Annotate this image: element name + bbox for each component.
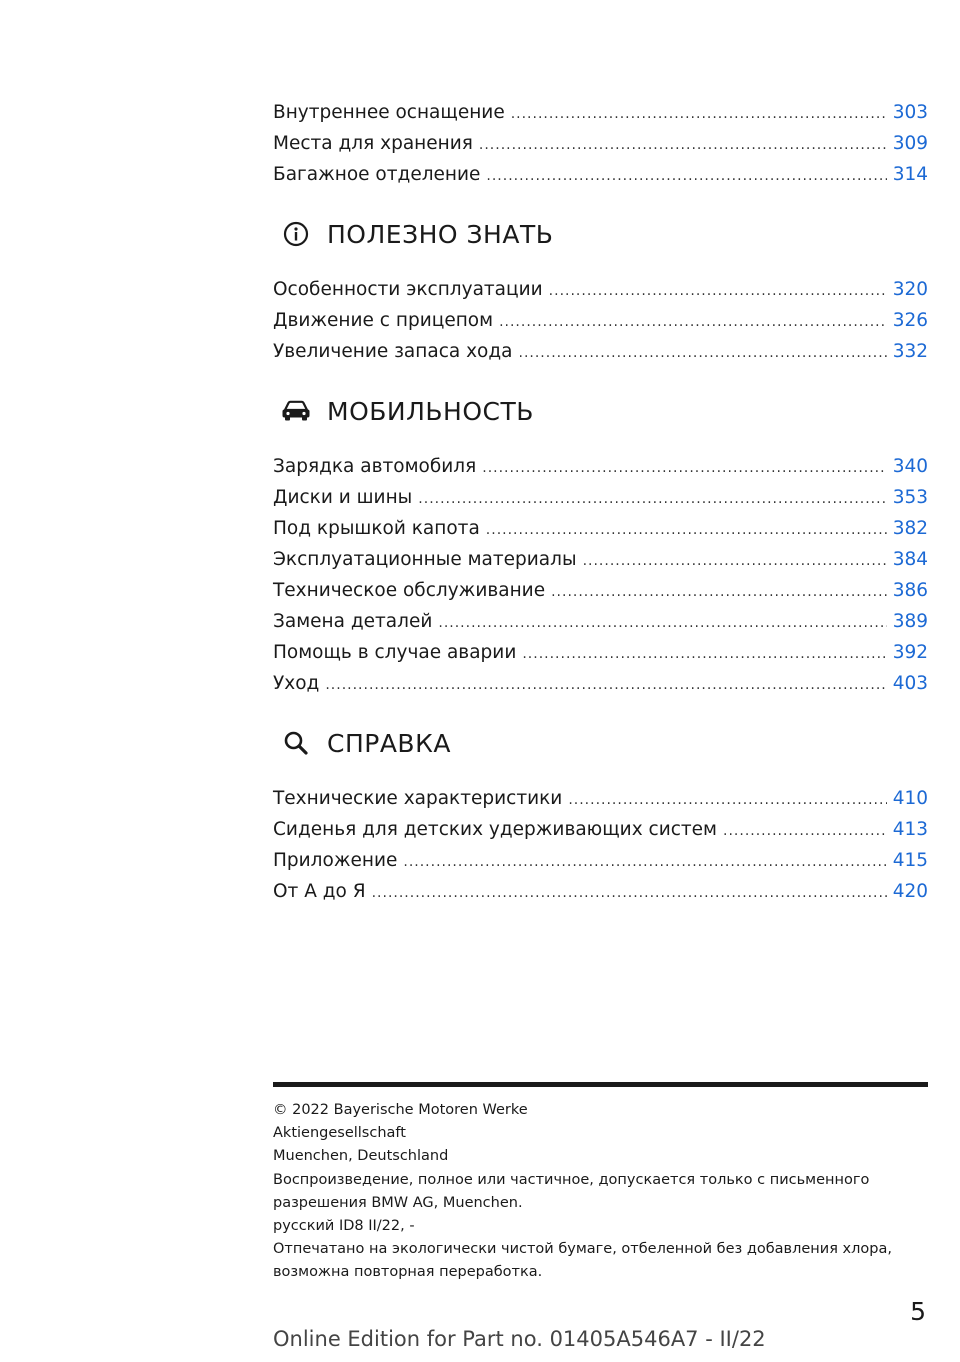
leader-dots: [486, 161, 886, 192]
toc-entry-label: От А до Я: [273, 881, 366, 902]
leader-dots: [568, 785, 886, 816]
imprint-line: Aktiengesellschaft: [273, 1125, 406, 1142]
section-title: СПРАВКА: [327, 728, 451, 758]
leader-dots: [479, 130, 887, 161]
toc-page-link[interactable]: 420: [892, 881, 928, 902]
toc-entry-label: Диски и шины: [273, 487, 413, 508]
leader-dots: [522, 639, 886, 670]
info-icon: [277, 219, 315, 249]
toc-entry[interactable]: [273, 274, 928, 305]
toc-entry[interactable]: [273, 876, 928, 907]
leader-dots: [372, 878, 887, 909]
toc-entry-label: Приложение: [273, 850, 398, 871]
toc-entry-label: Помощь в случае аварии: [273, 642, 517, 663]
toc-entry[interactable]: [273, 513, 928, 544]
leader-dots: [418, 484, 886, 515]
toc-entry[interactable]: [273, 637, 928, 668]
toc-entry[interactable]: [273, 544, 928, 575]
toc-entry-label: Внутреннее оснащение: [273, 102, 505, 123]
divider-rule: [273, 1082, 928, 1087]
leader-dots: [723, 816, 887, 847]
toc-entry-label: Эксплуатационные материалы: [273, 549, 577, 570]
toc-page-link[interactable]: 309: [892, 133, 928, 154]
table-of-contents: [273, 97, 928, 907]
toc-page-link[interactable]: 340: [892, 456, 928, 477]
toc-entry-label: Места для хранения: [273, 133, 473, 154]
imprint-line: возможна повторная переработка.: [273, 1264, 543, 1281]
page-number: 5: [910, 1297, 926, 1326]
toc-page-link[interactable]: 353: [892, 487, 928, 508]
imprint-line: Muenchen, Deutschland: [273, 1148, 449, 1165]
leader-dots: [549, 276, 887, 307]
imprint-line: © 2022 Bayerische Motoren Werke: [273, 1102, 528, 1118]
toc-page-link[interactable]: 386: [892, 580, 928, 601]
toc-entry-label: Уход: [273, 673, 320, 694]
toc-entry-label: Под крышкой капота: [273, 518, 480, 539]
imprint-line: разрешения BMW AG, Muenchen.: [273, 1194, 523, 1211]
search-icon: [277, 728, 315, 758]
toc-entry[interactable]: [273, 482, 928, 513]
toc-page-link[interactable]: 326: [892, 310, 928, 331]
leader-dots: [403, 847, 886, 878]
leader-dots: [519, 338, 887, 369]
toc-page-link[interactable]: 314: [892, 164, 928, 185]
toc-page-link[interactable]: 303: [892, 102, 928, 123]
toc-group-reference: [273, 783, 928, 907]
toc-entry-label: Движение с прицепом: [273, 310, 494, 331]
leader-dots: [551, 577, 887, 608]
leader-dots: [499, 307, 887, 338]
toc-entry[interactable]: [273, 97, 928, 128]
toc-entry[interactable]: [273, 451, 928, 482]
toc-entry[interactable]: [273, 783, 928, 814]
section-heading-mobility: [273, 381, 928, 441]
toc-entry[interactable]: [273, 575, 928, 606]
toc-page-link[interactable]: 389: [892, 611, 928, 632]
toc-group-interior: [273, 97, 928, 190]
leader-dots: [325, 670, 886, 701]
section-heading-useful-info: [273, 204, 928, 264]
leader-dots: [482, 453, 886, 484]
toc-page-link[interactable]: 410: [892, 788, 928, 809]
leader-dots: [438, 608, 886, 639]
imprint-line: Воспроизведение, полное или частичное, допускается только с письменного: [273, 1171, 870, 1188]
imprint-line: русский ID8 II/22, -: [273, 1218, 415, 1235]
toc-group-mobility: [273, 451, 928, 699]
section-heading-reference: [273, 713, 928, 773]
toc-entry[interactable]: [273, 336, 928, 367]
toc-entry[interactable]: [273, 814, 928, 845]
imprint-block: [273, 1099, 928, 1285]
toc-entry[interactable]: [273, 159, 928, 190]
toc-entry[interactable]: [273, 668, 928, 699]
imprint-line: Отпечатано на экологически чистой бумаге, отбеленной без добавления хлора,: [273, 1241, 892, 1258]
toc-page-link[interactable]: 415: [892, 850, 928, 871]
toc-entry-label: Зарядка автомобиля: [273, 456, 477, 477]
toc-page-link[interactable]: 382: [892, 518, 928, 539]
toc-entry[interactable]: [273, 305, 928, 336]
toc-entry-label: Технические характеристики: [273, 788, 563, 809]
section-title: МОБИЛЬНОСТЬ: [327, 396, 534, 426]
toc-entry[interactable]: [273, 606, 928, 637]
toc-entry-label: Увеличение запаса хода: [273, 341, 513, 362]
section-title: ПОЛЕЗНО ЗНАТЬ: [327, 219, 554, 249]
leader-dots: [583, 546, 887, 577]
toc-page-link[interactable]: 392: [892, 642, 928, 663]
toc-entry-label: Багажное отделение: [273, 164, 481, 185]
toc-entry[interactable]: [273, 128, 928, 159]
toc-entry-label: Сиденья для детских удерживающих систем: [273, 819, 718, 840]
toc-entry-label: Техническое обслуживание: [273, 580, 546, 601]
leader-dots: [511, 99, 887, 130]
toc-page-link[interactable]: 413: [892, 819, 928, 840]
toc-page-link[interactable]: 403: [892, 673, 928, 694]
toc-page-link[interactable]: 320: [892, 279, 928, 300]
toc-page-link[interactable]: 332: [892, 341, 928, 362]
toc-page-link[interactable]: 384: [892, 549, 928, 570]
toc-entry-label: Особенности эксплуатации: [273, 279, 543, 300]
car-icon: [277, 396, 315, 426]
leader-dots: [486, 515, 887, 546]
footer-edition: Online Edition for Part no. 01405A546A7 - II/22: [273, 1327, 766, 1351]
toc-group-useful-info: [273, 274, 928, 367]
toc-entry-label: Замена деталей: [273, 611, 433, 632]
toc-entry[interactable]: [273, 845, 928, 876]
